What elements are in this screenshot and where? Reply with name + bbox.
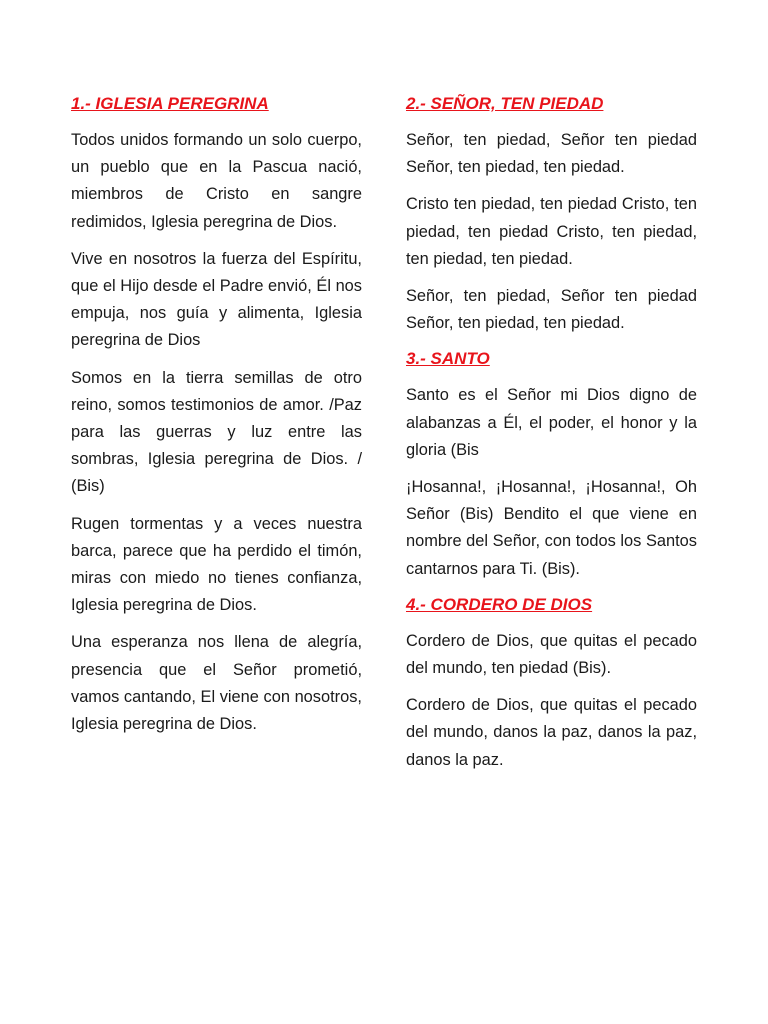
stanza: Señor, ten piedad, Señor ten piedad Señor, ten piedad, ten piedad. bbox=[406, 131, 697, 177]
stanza: Somos en la tierra semillas de otro reino, somos testimonios de amor. /Paz para las guerras y luz entre las sombras, Iglesia peregrina de Dios. / (Bis) bbox=[71, 368, 362, 496]
stanza: Señor, ten piedad, Señor ten piedad Señor, ten piedad, ten piedad. bbox=[406, 287, 697, 333]
stanza: Cordero de Dios, que quitas el pecado del mundo, danos la paz, danos la paz, danos la paz. bbox=[406, 696, 697, 769]
left-column bbox=[71, 92, 362, 748]
stanza: Todos unidos formando un solo cuerpo, un pueblo que en la Pascua nació, miembros de Cristo en sangre redimidos, Iglesia peregrina de Dios. bbox=[71, 131, 362, 231]
stanza: Santo es el Señor mi Dios digno de alabanzas a Él, el poder, el honor y la gloria (Bis bbox=[406, 386, 697, 459]
stanza: Cordero de Dios, que quitas el pecado del mundo, ten piedad (Bis). bbox=[406, 631, 697, 678]
stanza: Rugen tormentas y a veces nuestra barca, parece que ha perdido el timón, miras con miedo no tienes confianza, Iglesia peregrina de Dios. bbox=[71, 514, 362, 615]
stanza: Vive en nosotros la fuerza del Espíritu, que el Hijo desde el Padre envió, Él nos empuja, nos guía y alimenta, Iglesia peregrina de Dios bbox=[71, 249, 362, 350]
song-senor-ten-piedad bbox=[406, 92, 697, 337]
song-title: 1.- IGLESIA PEREGRINA bbox=[71, 94, 269, 113]
song-title: 2.- SEÑOR, TEN PIEDAD bbox=[406, 94, 604, 113]
song-title: 3.- SANTO bbox=[406, 349, 490, 369]
song-title: 4.- CORDERO DE DIOS bbox=[406, 594, 593, 614]
song-iglesia-peregrina bbox=[71, 92, 362, 738]
right-column bbox=[406, 92, 697, 784]
song-santo bbox=[406, 347, 697, 582]
stanza: Cristo ten piedad, ten piedad Cristo, ten piedad, ten piedad Cristo, ten piedad, ten piedad, ten piedad. bbox=[406, 195, 697, 268]
song-cordero-de-dios bbox=[406, 593, 697, 774]
stanza: ¡Hosanna!, ¡Hosanna!, ¡Hosanna!, Oh Señor (Bis) Bendito el que viene en nombre del Señor, con todos los Santos cantarnos para Ti. (Bis). bbox=[406, 478, 697, 578]
stanza: Una esperanza nos llena de alegría, presencia que el Señor prometió, vamos cantando, El viene con nosotros, Iglesia peregrina de Dios. bbox=[71, 633, 362, 734]
